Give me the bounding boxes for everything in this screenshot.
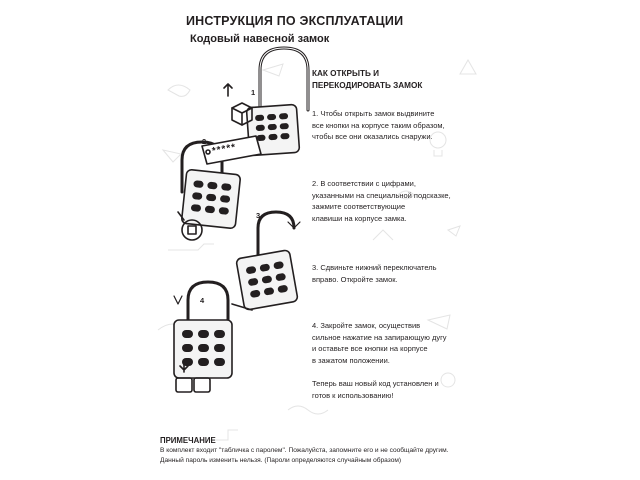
illustration-number: 2 [202, 137, 207, 146]
page-title: ИНСТРУКЦИЯ ПО ЭКСПЛУАТАЦИИ [186, 14, 404, 28]
page-subtitle: Кодовый навесной замок [190, 33, 330, 45]
step-line: указанными на специальной подсказке, [312, 190, 451, 200]
closing-line: Теперь ваш новый код установлен и [312, 379, 439, 388]
step-line: 1. Чтобы открыть замок выдвините [312, 109, 435, 118]
illustration-number: 1 [251, 88, 256, 97]
step-line: и оставьте все кнопки на корпусе [312, 344, 428, 354]
section-heading-line: КАК ОТКРЫТЬ И [312, 69, 380, 78]
step-line: вправо. Откройте замок. [312, 274, 398, 284]
step-line: 4. Закройте замок, осуществив [312, 321, 421, 330]
instruction-sheet [148, 0, 492, 480]
step-line: сильное нажатие на запирающую дугу [312, 332, 447, 342]
illustration-number: 4 [200, 296, 205, 305]
note-title: ПРИМЕЧАНИЕ [160, 436, 216, 445]
step-line: чтобы все они оказались снаружи. [312, 132, 433, 142]
section-heading-line: ПЕРЕКОДИРОВАТЬ ЗАМОК [312, 81, 423, 90]
note-line: Данный пароль изменить нельзя. (Пароли определяются случайным образом) [160, 457, 402, 464]
step-line: все кнопки на корпусе таким образом, [312, 120, 445, 130]
step-line: в зажатом положении. [312, 355, 390, 365]
closing-line: готов к использованию! [312, 390, 394, 400]
illustration-number: 3 [256, 211, 261, 220]
lock-illustrations [148, 0, 492, 480]
note-block [160, 436, 486, 466]
lock-illustration-3 [232, 212, 300, 310]
step-line: 2. В соответствии с цифрами, [312, 179, 416, 188]
step-line: 3. Сдвиньте нижний переключатель [312, 263, 437, 272]
step-line: клавиши на корпусе замка. [312, 213, 407, 223]
password-tag-text: ***** [211, 141, 238, 158]
note-line: В комплект входит "табличка с паролем". Пожалуйста, запомните его и не сообщайте другим. [160, 447, 449, 454]
step-line: зажмите соответствующие [312, 202, 406, 212]
